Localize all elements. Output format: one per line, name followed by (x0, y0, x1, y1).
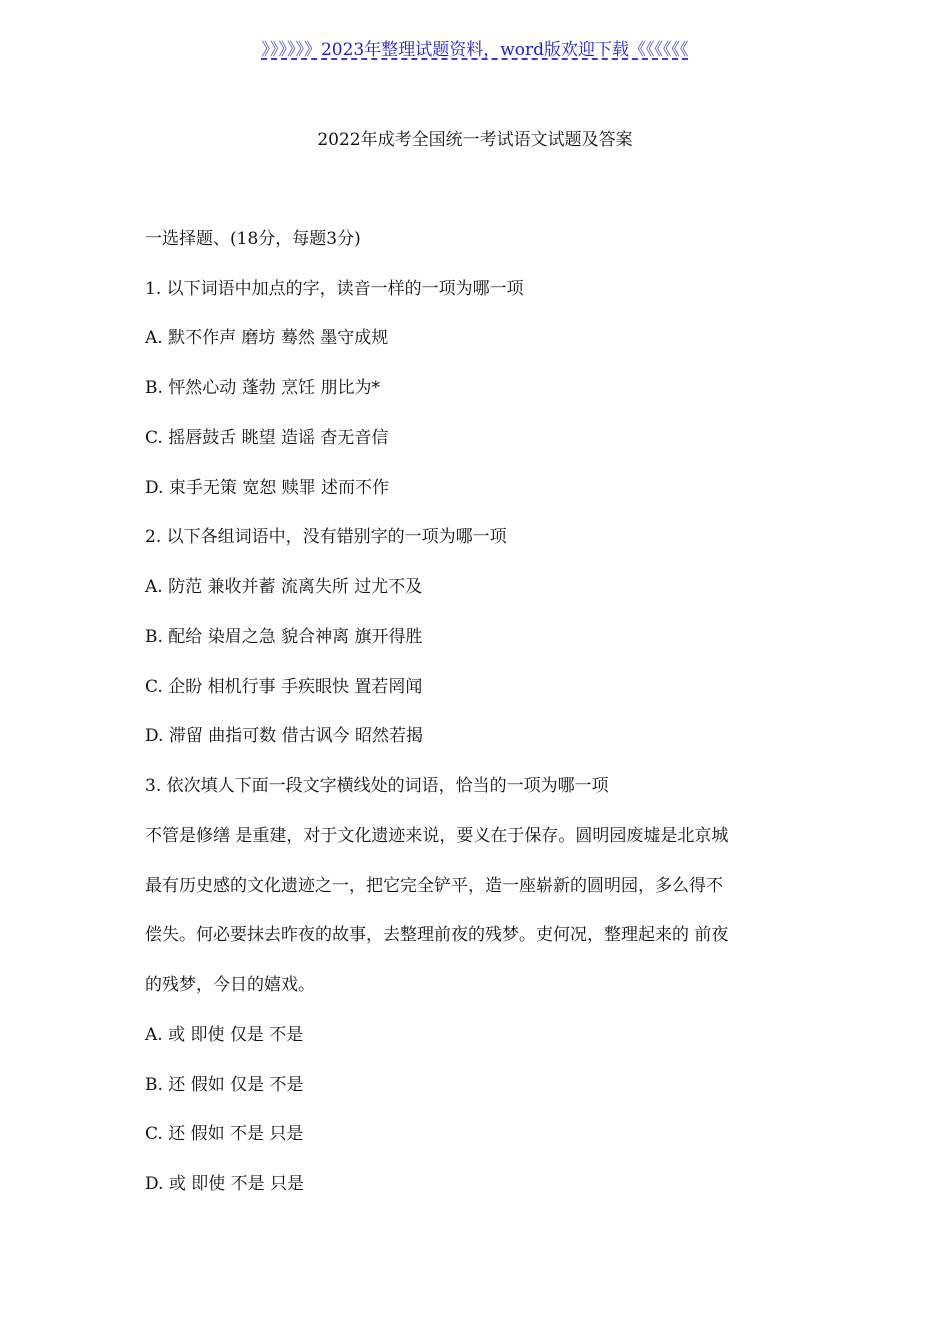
passage-line: 偿失。何必要抹去昨夜的故事，去整理前夜的残梦。吏何况，整理起来的 前夜 (145, 925, 729, 945)
q1-option-c: C. 摇唇鼓舌 眺望 造谣 杳无音信 (145, 428, 389, 448)
passage-line: 的残梦，今日的嬉戏。 (145, 975, 315, 995)
q2-option-a: A. 防范 兼收并蓄 流离失所 过尤不及 (145, 577, 423, 597)
q1-option-d: D. 束手无策 宽恕 赎罪 述而不作 (145, 478, 390, 498)
download-banner[interactable] (0, 38, 950, 62)
q3-option-c: C. 还 假如 不是 只是 (145, 1124, 304, 1144)
q2-option-b: B. 配给 染眉之急 貌合神离 旗开得胜 (145, 627, 423, 647)
q3-option-d: D. 或 即使 不是 只是 (145, 1174, 305, 1194)
passage-line: 不管是修缮 是重建，对于文化遗迹来说，要义在于保存。圆明园废墟是北京城 (145, 826, 729, 846)
passage-line: 最有历史感的文化遗迹之一，把它完全铲平，造一座崭新的圆明园，多么得不 (145, 876, 723, 896)
download-banner-link[interactable]: 》》》》》》2023年整理试题资料，word版欢迎下载《《《《《《 (261, 40, 689, 60)
question-3: 3. 依次填人下面一段文字横线处的词语，恰当的一项为哪一项 (145, 776, 609, 796)
q3-option-a: A. 或 即使 仅是 不是 (145, 1025, 304, 1045)
section-heading: 一选择题、(18分，每题3分) (145, 229, 361, 249)
q3-option-b: B. 还 假如 仅是 不是 (145, 1075, 304, 1095)
question-1: 1. 以下词语中加点的字，读音一样的一项为哪一项 (145, 279, 524, 299)
q1-option-a: A. 默不作声 磨坊 蓦然 墨守成规 (145, 328, 389, 348)
q1-option-b: B. 怦然心动 蓬勃 烹饪 朋比为* (145, 378, 381, 398)
q2-option-d: D. 滞留 曲指可数 借古讽今 昭然若揭 (145, 726, 424, 746)
question-2: 2. 以下各组词语中，没有错别字的一项为哪一项 (145, 527, 507, 547)
document-title: 2022年成考全国统一考试语文试题及答案 (317, 130, 633, 150)
q2-option-c: C. 企盼 相机行事 手疾眼快 置若罔闻 (145, 677, 423, 697)
